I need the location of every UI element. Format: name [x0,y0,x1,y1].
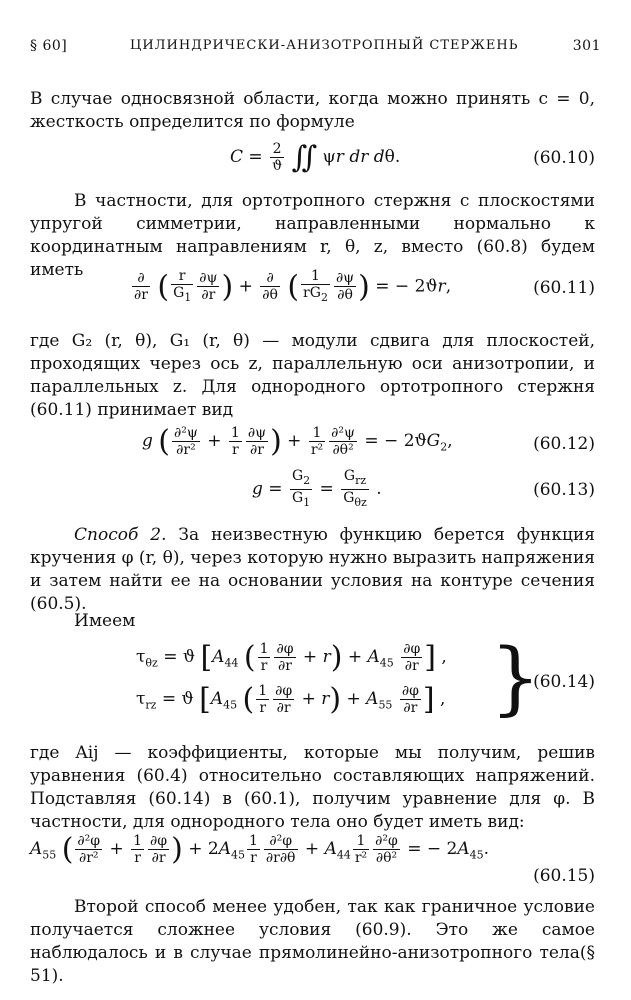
paragraph-2: В частности, для ортотропного стержня с плоскостями упругой симметрии, направленными нормально к координатным направлениям r, θ, z, вместо (60.8) будем иметь [30,191,595,280]
equation-60-14-label: (60.14) [533,672,595,692]
equation-60-14-line-1: $\tau_{\theta z} = ϑ$ [$A_{44}$ ( $\frac{1}{r}$ $\frac{\partial\varphi}{\partial r}$ + $r) + A_{45}$ $\frac{\partial\varphi}{\partial r}$ ] , [136,640,447,675]
equation-60-13-body: g = $\frac{G_2}{G_1}$ = $\frac{G_{rz}}{G_{\theta z}}$ . [252,468,382,509]
equation-60-14-brace: } [490,631,541,724]
equation-60-10 [30,140,595,180]
paragraph-1: В случае односвязной области, когда можно принять c = 0, жесткость определится по формуле [30,89,595,132]
page-number: 301 [572,38,601,54]
equation-60-10-label: (60.10) [533,148,595,168]
equation-60-11-label: (60.11) [533,278,595,298]
running-header [30,38,601,60]
equation-60-15 [30,832,595,896]
paragraph-5: Имеем [74,611,136,631]
equation-60-12 [30,424,595,464]
equation-60-11-body: $\frac{\partial}{\partial r}$ ( $\frac{r}{G_1}$ $\frac{\partial\psi}{\partial r}$ ) + $\frac{\partial}{\partial\theta}$ ( $\frac{1}{rG_2}$ $\frac{\partial\psi}{\partial\theta}$ ) = − 2ϑr, [134,268,452,305]
equation-60-12-label: (60.12) [533,434,595,454]
paragraph-7: Второй способ менее удобен, так как граничное условие получается сложнее условия (60.9). Это же самое наблюдалось и в случае прямолинейно-анизотропного тела(§ 51). [30,897,595,986]
header-section: § 60] [30,38,68,54]
paragraph-3: где G₂ (r, θ), G₁ (r, θ) — модули сдвига для плоскостей, проходящих через ось z, параллельную оси анизотропии, и параллельных z. Для однородного ортотропного стержня (60.11) принимает вид [30,331,595,420]
paragraph-4 [30,524,595,616]
equation-60-15-label: (60.15) [533,866,595,886]
equation-60-15-body: $A_{55}$ ( $\frac{\text{∂²φ}}{\text{∂r²}}$ + $\frac{1}{r}$ $\frac{\partial\varphi}{\partial r}$ ) + $2A_{45}$ $\frac{1}{r}$ $\frac{\text{∂²φ}}{\partial r\partial\theta}$ + $A_{44}$ $\frac{1}{\text{r²}}$ $\frac{\text{∂²φ}}{\text{∂θ²}}$ = − $2A_{45}$. [30,832,490,867]
paragraph-4-text: За неизвестную функцию берется функция кручения φ (r, θ), через которую нужно выразить напряжения и затем найти ее на основании условия на контуре сечения (60.5). [30,525,596,614]
equation-60-11 [30,268,595,308]
equation-60-14-line-2: $\tau_{rz} = ϑ$ [$A_{45}$ ( $\frac{1}{r}$ $\frac{\partial\varphi}{\partial r}$ + $r) + A_{55}$ $\frac{\partial\varphi}{\partial r}$ ] , [136,682,446,717]
equation-60-14 [30,631,595,728]
equation-60-13 [30,468,595,508]
equation-60-12-body: g ( $\frac{\text{∂²ψ}}{\text{∂r²}}$ + $\frac{1}{r}$ $\frac{\partial\psi}{\partial r}$ ) + $\frac{1}{\text{r²}}$ $\frac{\text{∂²ψ}}{\text{∂θ²}}$ = − $2ϑG_2$, [142,424,453,459]
method-2-label: Способ 2. [74,525,167,545]
header-title: ЦИЛИНДРИЧЕСКИ-АНИЗОТРОПНЫЙ СТЕРЖЕНЬ [130,38,519,53]
equation-60-13-label: (60.13) [533,480,595,500]
equation-60-10-body: C = $\frac{2}{ϑ}$ ∬ ψr dr dθ. [230,140,401,175]
paragraph-6: где Aij — коэффициенты, которые мы получим, решив уравнения (60.4) относительно составляющих напряжений. Подставляя (60.14) в (60.1), получим уравнение для φ. В частности, для однородного тела оно будет иметь вид: [30,743,595,832]
